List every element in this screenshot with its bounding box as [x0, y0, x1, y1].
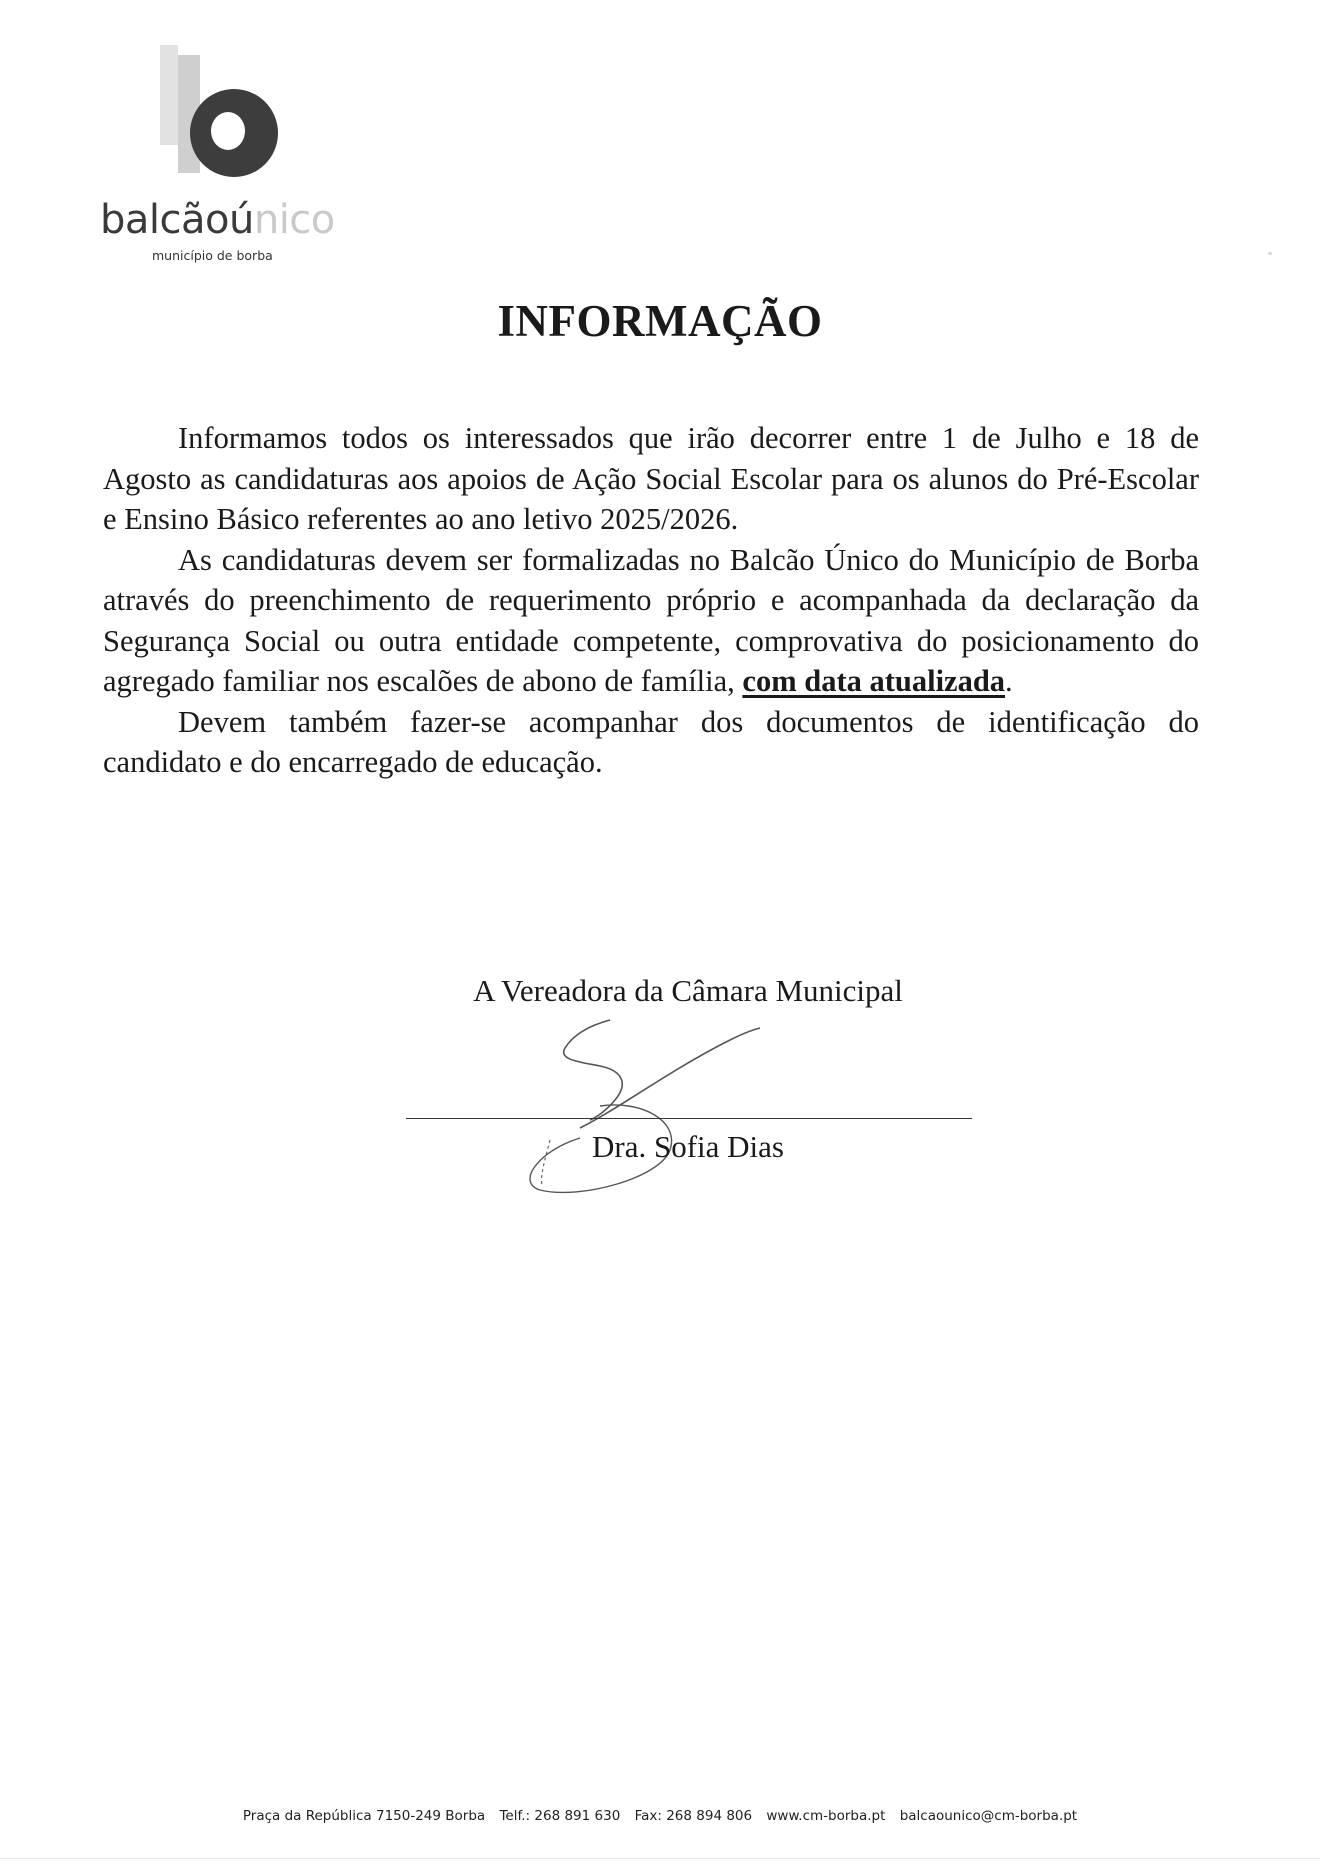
footer-phone: Telf.: 268 891 630 [499, 1808, 621, 1824]
signature-line [406, 1118, 972, 1119]
signatory-name: Dra. Sofia Dias [592, 1129, 784, 1164]
paragraph-2-emphasis: com data atualizada [742, 664, 1006, 698]
footer-fax: Fax: 268 894 806 [634, 1808, 753, 1824]
footer-divider [0, 1858, 1320, 1859]
paragraph-2 [103, 540, 1199, 702]
footer-website: www.cm-borba.pt [766, 1808, 886, 1824]
paragraph-3: Devem também fazer-se acompanhar dos documentos de identificação do candidato e do encarregado de educação. [103, 704, 1199, 779]
b-letter-logo-icon [160, 45, 300, 195]
handwritten-signature [520, 1010, 810, 1210]
document-body [103, 418, 1199, 783]
logo-wordmark-light: nico [253, 197, 335, 243]
logo-wordmark-dark: balcãoú [100, 197, 254, 243]
paragraph-1: Informamos todos os interessados que irão decorrer entre 1 de Julho e 18 de Agosto as candidaturas aos apoios de Ação Social Escolar para os alunos do Pré-Escolar e Ensino Básico referentes ao ano letivo 2025/2026. [103, 421, 1199, 536]
logo-wordmark [100, 197, 335, 243]
balcao-unico-logo [100, 45, 360, 275]
logo-subtitle: município de borba [152, 248, 273, 263]
document-title: INFORMAÇÃO [497, 296, 823, 346]
paragraph-2-end: . [1005, 664, 1013, 698]
paragraph-2-text: As candidaturas devem ser formalizadas no Balcão Único do Município de Borba através do preenchimento de requerimento próprio e acompanhada da declaração da Segurança Social ou outra entidade competente, comprovativa do posicionamento do agregado familiar nos escalões de abono de família, [103, 542, 1199, 698]
signatory-role: A Vereadora da Câmara Municipal [473, 973, 903, 1008]
footer-email: balcaounico@cm-borba.pt [899, 1808, 1078, 1824]
footer-contacts [0, 1808, 1320, 1824]
scan-speck [1268, 252, 1272, 255]
footer-address: Praça da República 7150-249 Borba [242, 1808, 486, 1824]
